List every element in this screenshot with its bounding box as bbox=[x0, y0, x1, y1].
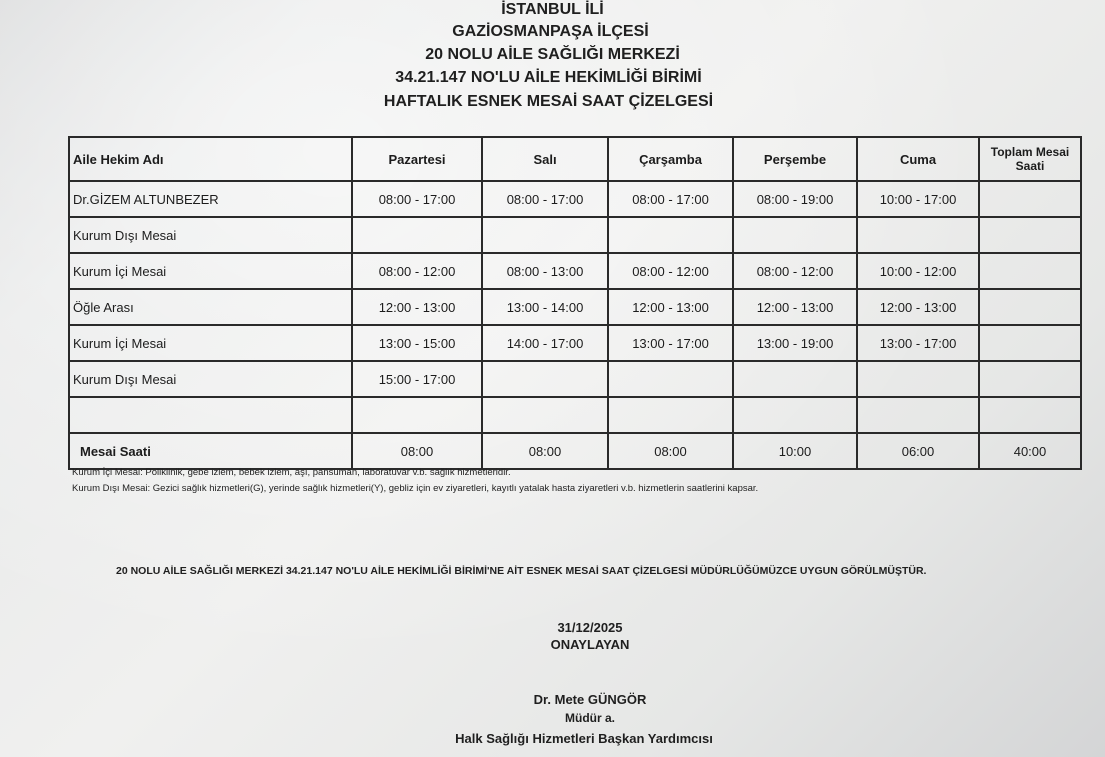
table-cell: 08:00 - 17:00 bbox=[482, 181, 608, 217]
column-header-wednesday: Çarşamba bbox=[608, 137, 733, 181]
table-cell bbox=[482, 217, 608, 253]
table-row bbox=[69, 325, 1081, 361]
table-cell: 08:00 - 12:00 bbox=[608, 253, 733, 289]
document-title: HAFTALIK ESNEK MESAİ SAAT ÇİZELGESİ bbox=[383, 93, 714, 110]
table-cell: 13:00 - 14:00 bbox=[482, 289, 608, 325]
header-health-center: 20 NOLU AİLE SAĞLIĞI MERKEZİ bbox=[425, 46, 680, 63]
table-cell: 13:00 - 15:00 bbox=[352, 325, 482, 361]
table-cell bbox=[979, 361, 1081, 397]
column-header-total-hours: Toplam Mesai Saati bbox=[979, 137, 1081, 181]
table-cell bbox=[979, 397, 1081, 433]
table-cell: 08:00 - 12:00 bbox=[352, 253, 482, 289]
table-cell: 08:00 - 17:00 bbox=[608, 181, 733, 217]
table-cell: 08:00 - 17:00 bbox=[352, 181, 482, 217]
table-cell: 08:00 - 12:00 bbox=[733, 253, 857, 289]
table-cell bbox=[352, 217, 482, 253]
table-cell bbox=[979, 181, 1081, 217]
total-cell: 40:00 bbox=[979, 433, 1081, 469]
table-cell bbox=[608, 361, 733, 397]
table-cell: 14:00 - 17:00 bbox=[482, 325, 608, 361]
row-label: Kurum Dışı Mesai bbox=[69, 217, 352, 253]
table-cell: 08:00 - 13:00 bbox=[482, 253, 608, 289]
schedule-table bbox=[68, 136, 1082, 470]
table-cell bbox=[979, 289, 1081, 325]
table-cell: 13:00 - 17:00 bbox=[608, 325, 733, 361]
table-cell bbox=[857, 217, 979, 253]
column-header-monday: Pazartesi bbox=[352, 137, 482, 181]
table-cell bbox=[482, 397, 608, 433]
approval-date: 31/12/2025 bbox=[557, 620, 623, 635]
table-row bbox=[69, 289, 1081, 325]
total-cell: 10:00 bbox=[733, 433, 857, 469]
table-cell bbox=[482, 361, 608, 397]
table-cell: 12:00 - 13:00 bbox=[733, 289, 857, 325]
row-label: Kurum İçi Mesai bbox=[69, 253, 352, 289]
approval-statement: 20 NOLU AİLE SAĞLIĞI MERKEZİ 34.21.147 NO'LU AİLE HEKİMLİĞİ BİRİMİ'NE AİT ESNEK MESAİ SAAT ÇİZELGESİ MÜDÜRLÜĞÜMÜZCE UYGUN GÖRÜLMÜŞTÜR. bbox=[116, 565, 927, 577]
table-total-row bbox=[69, 433, 1081, 469]
column-header-friday: Cuma bbox=[857, 137, 979, 181]
row-label: Kurum İçi Mesai bbox=[69, 325, 352, 361]
column-header-tuesday: Salı bbox=[482, 137, 608, 181]
approver-name: Dr. Mete GÜNGÖR bbox=[533, 692, 647, 707]
row-label bbox=[69, 397, 352, 433]
table-row bbox=[69, 217, 1081, 253]
table-cell bbox=[733, 361, 857, 397]
table-cell: 15:00 - 17:00 bbox=[352, 361, 482, 397]
table-cell bbox=[352, 397, 482, 433]
total-cell: 06:00 bbox=[857, 433, 979, 469]
footnote-external-hours: Kurum Dışı Mesai: Gezici sağlık hizmetleri(G), yerinde sağlık hizmetleri(Y), gebliz için ev ziyaretleri, kayıtlı yatalak hasta ziyaretleri v.b. hizmetlerin saatlerini kapsar. bbox=[72, 483, 759, 494]
table-cell: 08:00 - 19:00 bbox=[733, 181, 857, 217]
table-cell bbox=[733, 397, 857, 433]
table-cell: 10:00 - 12:00 bbox=[857, 253, 979, 289]
approver-position: Halk Sağlığı Hizmetleri Başkan Yardımcısı bbox=[455, 731, 713, 746]
table-cell bbox=[979, 325, 1081, 361]
row-label-doctor-name: Dr.GİZEM ALTUNBEZER bbox=[69, 181, 352, 217]
header-province: İSTANBUL İLİ bbox=[501, 1, 604, 18]
approver-title: Müdür a. bbox=[565, 711, 615, 725]
table-cell: 13:00 - 17:00 bbox=[857, 325, 979, 361]
table-cell bbox=[608, 397, 733, 433]
total-cell: 08:00 bbox=[482, 433, 608, 469]
table-cell bbox=[979, 253, 1081, 289]
table-row bbox=[69, 253, 1081, 289]
table-cell bbox=[608, 217, 733, 253]
row-label-total: Mesai Saati bbox=[69, 433, 352, 469]
table-cell: 12:00 - 13:00 bbox=[352, 289, 482, 325]
header-unit: 34.21.147 NO'LU AİLE HEKİMLİĞİ BİRİMİ bbox=[395, 69, 702, 86]
table-cell: 12:00 - 13:00 bbox=[608, 289, 733, 325]
approved-by-label: ONAYLAYAN bbox=[550, 637, 630, 652]
column-header-doctor: Aile Hekim Adı bbox=[69, 137, 352, 181]
header-district: GAZİOSMANPAŞA İLÇESİ bbox=[452, 23, 649, 40]
table-cell bbox=[979, 217, 1081, 253]
table-cell bbox=[857, 361, 979, 397]
table-cell: 10:00 - 17:00 bbox=[857, 181, 979, 217]
table-cell: 12:00 - 13:00 bbox=[857, 289, 979, 325]
table-row bbox=[69, 361, 1081, 397]
column-header-thursday: Perşembe bbox=[733, 137, 857, 181]
table-cell bbox=[733, 217, 857, 253]
total-cell: 08:00 bbox=[608, 433, 733, 469]
table-header-row bbox=[69, 137, 1081, 181]
row-label: Öğle Arası bbox=[69, 289, 352, 325]
table-cell: 13:00 - 19:00 bbox=[733, 325, 857, 361]
table-row bbox=[69, 397, 1081, 433]
table-row bbox=[69, 181, 1081, 217]
row-label: Kurum Dışı Mesai bbox=[69, 361, 352, 397]
footnote-internal-hours: Kurum İçi Mesai: Poliklinik, gebe izlem, bebek izlem, aşı, pansuman, laboratuvar v.b. sağlık hizmetleridir. bbox=[72, 467, 511, 478]
total-cell: 08:00 bbox=[352, 433, 482, 469]
table-cell bbox=[857, 397, 979, 433]
